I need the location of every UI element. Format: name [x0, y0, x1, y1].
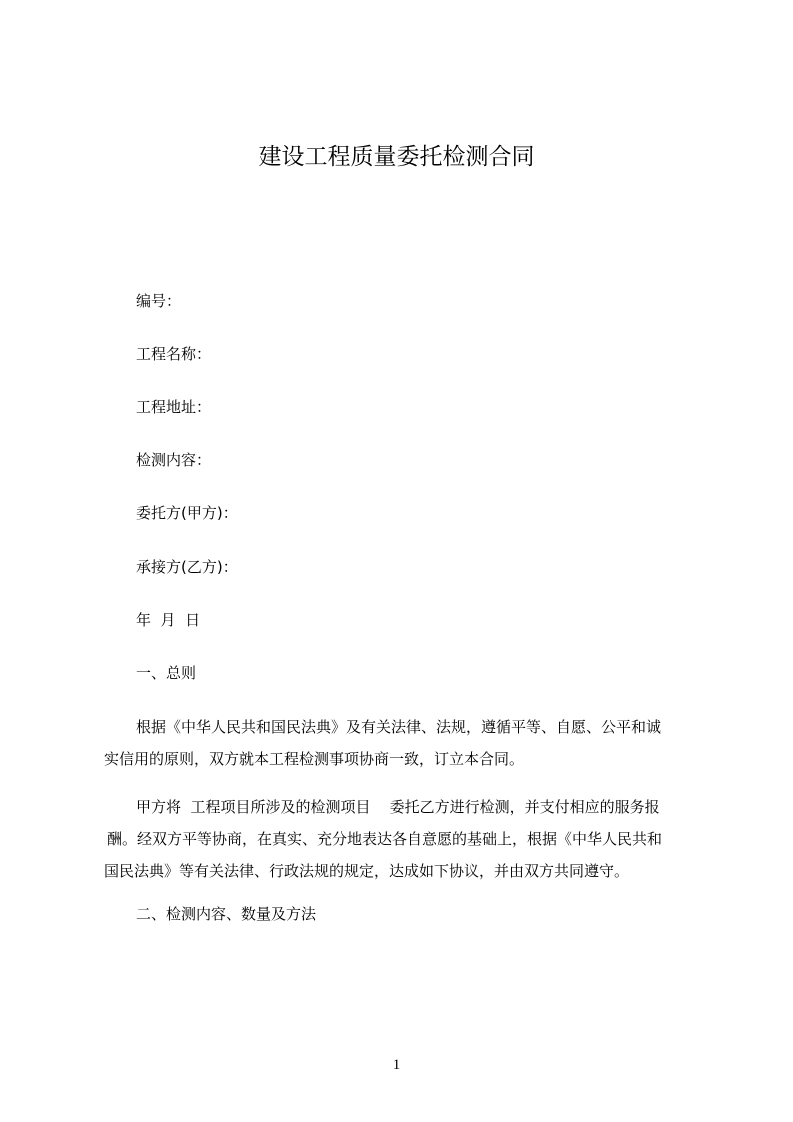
- paragraph-line: 酬。经双方平等协商，在真实、充分地表达各自意愿的基础上，根据《中华人民共和: [107, 830, 663, 848]
- project-name-label: 工程名称：: [136, 345, 212, 363]
- date-label: 年 月 日: [136, 611, 201, 629]
- party-a-label: 委托方(甲方)：: [136, 504, 238, 522]
- party-b-label: 承接方(乙方)：: [136, 558, 238, 576]
- paragraph-principles: [104, 711, 704, 775]
- number-label: 编号：: [136, 292, 182, 310]
- project-address-label: 工程地址：: [136, 398, 212, 416]
- section-heading-general: 一、总则: [136, 664, 197, 682]
- paragraph-line: 根据《中华人民共和国民法典》及有关法律、法规，遵循平等、自愿、公平和诚: [136, 718, 662, 736]
- paragraph-line: 实信用的原则，双方就本工程检测事项协商一致，订立本合同。: [104, 750, 525, 768]
- document-title: 建设工程质量委托检测合同: [258, 144, 535, 170]
- inspection-content-label: 检测内容：: [136, 451, 212, 469]
- page-number: 1: [392, 1057, 401, 1073]
- paragraph-line: 甲方将 工程项目所涉及的检测项目 委托乙方进行检测，并支付相应的服务报: [136, 798, 660, 816]
- paragraph-line: 国民法典》等有关法律、行政法规的规定，达成如下协议，并由双方共同遵守。: [104, 862, 630, 880]
- section-heading-inspection: 二、检测内容、数量及方法: [136, 905, 317, 923]
- paragraph-agreement: [104, 791, 704, 887]
